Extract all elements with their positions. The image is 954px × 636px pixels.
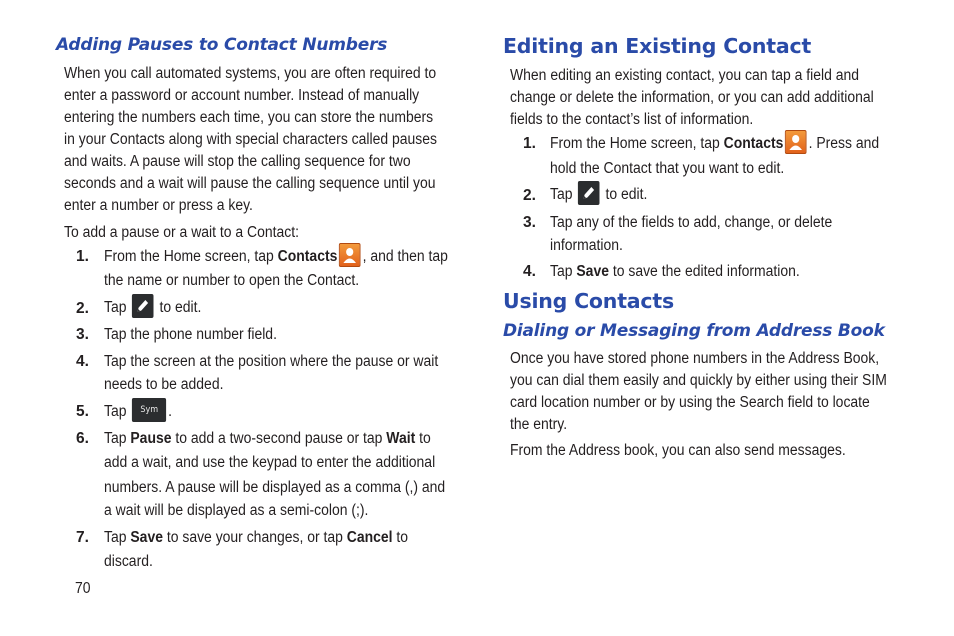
heading-using-contacts: Using Contacts: [503, 289, 674, 313]
step-text: numbers. A pause will be displayed as a comma (,) and: [104, 479, 446, 496]
subheading-adding-pauses: Adding Pauses to Contact Numbers: [56, 35, 388, 55]
step-number: 3.: [523, 214, 536, 231]
step-text: From the Home screen, tap Contacts , and then tap: [104, 246, 448, 268]
step-text: Tap Save to save your changes, or tap Cancel to: [104, 529, 409, 546]
edit-icon: [578, 181, 600, 205]
step-text: needs to be added.: [104, 376, 224, 393]
text-line: and waits. A pause will stop the calling sequence for two: [64, 153, 411, 170]
step-text: Tap Save to save the edited information.: [550, 263, 800, 280]
step-text: a wait will be displayed as a semi-colon (;).: [104, 502, 369, 519]
text-line: change or delete the information, or you can add additional: [510, 89, 874, 106]
step-text: Tap Pause to add a two-second pause or tap Wait to: [104, 430, 431, 447]
sym-key-icon: Sym: [132, 398, 166, 422]
step-text: Tap the phone number field.: [104, 326, 277, 343]
text-line: card location number or by using the Search field to locate: [510, 394, 870, 411]
step-text: the name or number to open the Contact.: [104, 272, 360, 289]
step-text: add a wait, and use the keypad to enter the additional: [104, 454, 436, 471]
edit-icon: [132, 294, 154, 318]
step-number: 2.: [523, 187, 536, 204]
step-text: From the Home screen, tap Contacts . Press and: [550, 133, 879, 155]
step-text: information.: [550, 237, 623, 254]
left-lead: To add a pause or a wait to a Contact:: [64, 224, 299, 241]
step-text: Tap to edit.: [550, 184, 647, 206]
step-number: 6.: [76, 430, 89, 447]
step-text: Tap to edit.: [104, 297, 201, 319]
text-line: in your Contacts along with special characters called pauses: [64, 131, 437, 148]
text-line: entering the numbers each time, you can store the numbers: [64, 109, 434, 126]
contacts-icon: [339, 243, 361, 267]
step-text: Tap the screen at the position where the pause or wait: [104, 353, 439, 370]
text-line: From the Address book, you can also send messages.: [510, 442, 846, 459]
text-line: enter a number or press a key.: [64, 197, 253, 214]
step-number: 3.: [76, 326, 89, 343]
text-line: enter a password or account number. Instead of manually: [64, 87, 420, 104]
contacts-icon: [785, 130, 807, 154]
step-text: Tap any of the fields to add, change, or delete: [550, 214, 833, 231]
step-number: 4.: [76, 353, 89, 370]
text-line: seconds and a wait will pause the calling sequence until you: [64, 175, 436, 192]
step-number: 7.: [76, 529, 89, 546]
step-text: discard.: [104, 553, 153, 570]
text-line: When you call automated systems, you are often required to: [64, 65, 437, 82]
step-text: Tap Sym .: [104, 401, 172, 423]
text-line: you can dial them easily and quickly by either using their SIM: [510, 372, 887, 389]
text-line: fields to the contact’s list of information.: [510, 111, 754, 128]
text-line: When editing an existing contact, you can tap a field and: [510, 67, 859, 84]
step-number: 5.: [76, 403, 89, 420]
step-text: hold the Contact that you want to edit.: [550, 160, 785, 177]
subheading-dialing: Dialing or Messaging from Address Book: [503, 321, 885, 341]
step-number: 1.: [523, 135, 536, 152]
step-number: 1.: [76, 248, 89, 265]
page-number: 70: [75, 580, 91, 597]
heading-editing-contact: Editing an Existing Contact: [503, 34, 812, 58]
step-number: 2.: [76, 300, 89, 317]
text-line: the entry.: [510, 416, 568, 433]
text-line: Once you have stored phone numbers in the Address Book,: [510, 350, 880, 367]
step-number: 4.: [523, 263, 536, 280]
